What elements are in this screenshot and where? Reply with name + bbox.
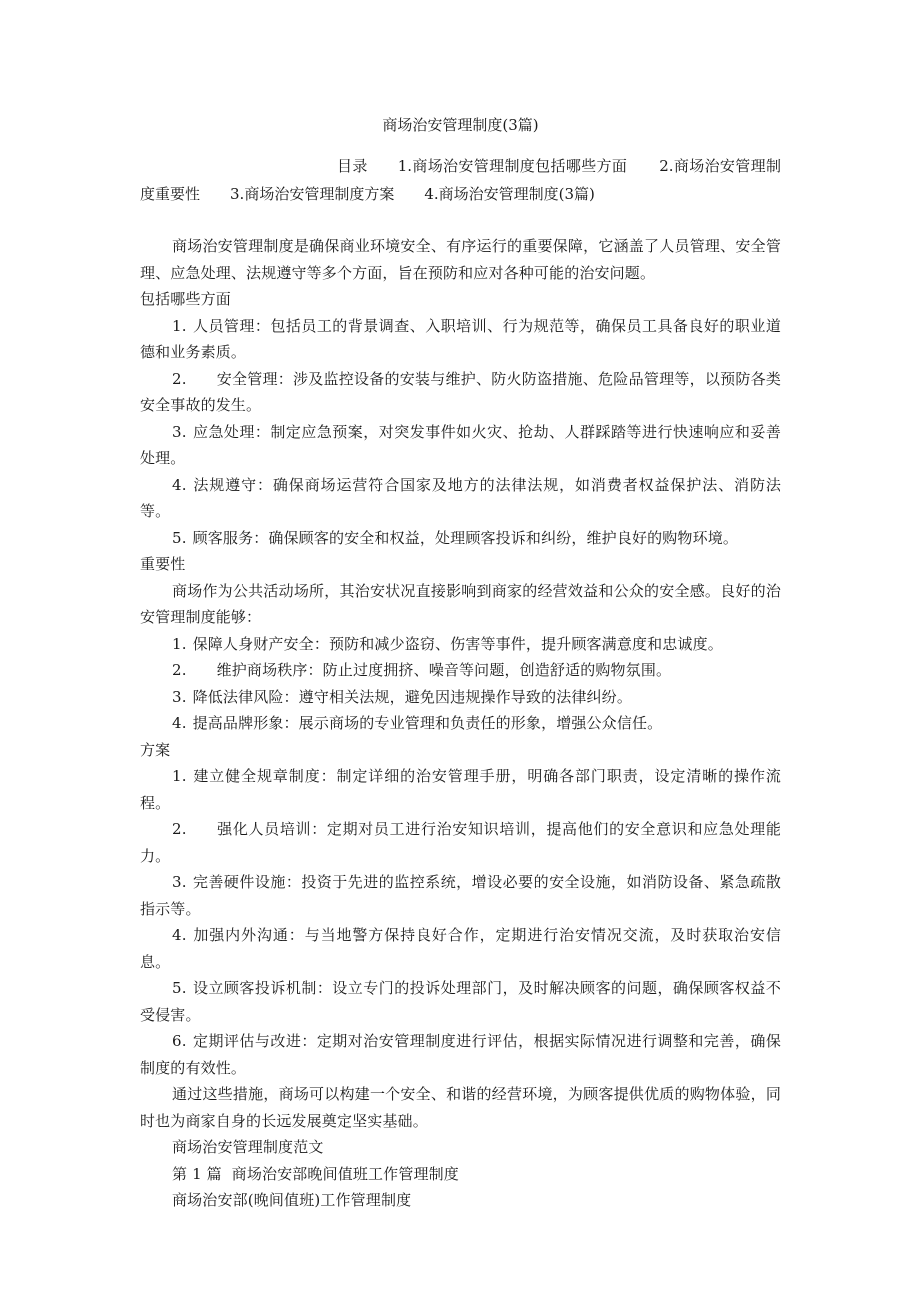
toc-label: 目录 [337, 157, 368, 175]
item-number: 3. [172, 873, 187, 891]
list-item [140, 419, 781, 472]
item-text: 降低法律风险：遵守相关法规，避免因违规操作导致的法律纠纷。 [192, 687, 632, 706]
section-heading-importance: 重要性 [140, 555, 186, 573]
item-text: 建立健全规章制度：制定详细的治安管理手册，明确各部门职责，设定清晰的操作流程。 [140, 767, 781, 812]
section-heading-aspects: 包括哪些方面 [140, 290, 231, 308]
item-number: 3. [172, 422, 187, 441]
item-number: 4. [172, 714, 187, 732]
list-item [140, 763, 781, 816]
item-text: 维护商场秩序：防止过度拥挤、噪音等问题，创造舒适的购物氛围。 [216, 661, 672, 679]
list-item [140, 313, 781, 366]
item-text: 完善硬件设施：投资于先进的监控系统，增设必要的安全设施，如消防设备、紧急疏散指示等。 [140, 873, 781, 918]
list-item [140, 657, 781, 684]
intro-paragraph: 商场治安管理制度是确保商业环境安全、有序运行的重要保障，它涵盖了人员管理、安全管理、应急处理、法规遵守等多个方面，旨在预防和应对各种可能的治安问题。 [140, 237, 781, 282]
item-number: 5. [172, 528, 187, 547]
item-text: 应急处理：制定应急预案，对突发事件如火灾、抢劫、人群踩踏等进行快速响应和妥善处理。 [140, 422, 781, 467]
article-1-subtitle: 商场治安部(晚间值班)工作管理制度 [172, 1191, 412, 1209]
list-item [140, 684, 781, 711]
toc-entry-3[interactable]: 3.商场治安管理制度方案 [230, 185, 395, 203]
item-text: 强化人员培训：定期对员工进行治安知识培训，提高他们的安全意识和应急处理能力。 [140, 820, 781, 865]
section-lead-paragraph: 商场作为公共活动场所，其治安状况直接影响到商家的经营效益和公众的安全感。良好的治安管理制度能够： [140, 581, 781, 626]
list-item [140, 816, 781, 869]
item-number: 5. [172, 979, 187, 997]
item-number: 2. [172, 369, 187, 388]
item-text: 人员管理：包括员工的背景调查、入职培训、行为规范等，确保员工具备良好的职业道德和业务素质。 [140, 316, 781, 361]
item-text: 法规遵守：确保商场运营符合国家及地方的法律法规，如消费者权益保护法、消防法等。 [140, 475, 781, 520]
item-text: 安全管理：涉及监控设备的安装与维护、防火防盗措施、危险品管理等，以预防各类安全事故的发生。 [140, 369, 781, 414]
item-number: 6. [172, 1032, 187, 1050]
toc-entry-4[interactable]: 4.商场治安管理制度(3篇) [424, 185, 595, 203]
conclusion-paragraph: 通过这些措施，商场可以构建一个安全、和谐的经营环境，为顾客提供优质的购物体验，同时也为商家自身的长远发展奠定坚实基础。 [140, 1085, 781, 1130]
list-item [140, 710, 781, 737]
item-number: 1. [172, 634, 187, 653]
item-text: 保障人身财产安全：预防和减少盗窃、伤害等事件，提升顾客满意度和忠诚度。 [192, 634, 723, 653]
sample-heading: 商场治安管理制度范文 [172, 1138, 324, 1156]
item-number: 4. [172, 475, 187, 494]
item-number: 1. [172, 316, 187, 335]
item-number: 2. [172, 661, 187, 679]
item-text: 顾客服务：确保顾客的安全和权益，处理顾客投诉和纠纷，维护良好的购物环境。 [192, 528, 739, 547]
document-title: 商场治安管理制度(3篇) [382, 116, 539, 134]
item-text: 提高品牌形象：展示商场的专业管理和负责任的形象，增强公众信任。 [192, 714, 663, 732]
item-text: 设立顾客投诉机制：设立专门的投诉处理部门，及时解决顾客的问题，确保顾客权益不受侵害。 [140, 979, 781, 1024]
toc-entry-2[interactable]: 2.商场治安管理制度重要性 [140, 157, 781, 203]
item-text: 加强内外沟通：与当地警方保持良好合作，定期进行治安情况交流，及时获取治安信息。 [140, 926, 781, 971]
table-of-contents [140, 152, 781, 208]
list-item [140, 869, 781, 922]
item-number: 2. [172, 820, 187, 838]
list-item [140, 922, 781, 975]
list-item [140, 631, 781, 658]
item-number: 1. [172, 767, 187, 785]
document-page [140, 114, 781, 1214]
list-item [140, 975, 781, 1028]
article-1-heading: 第 1 篇 商场治安部晚间值班工作管理制度 [172, 1164, 459, 1183]
section-heading-plan: 方案 [140, 740, 171, 759]
list-item [140, 472, 781, 525]
item-number: 3. [172, 687, 187, 706]
list-item [140, 1028, 781, 1081]
item-text: 定期评估与改进：定期对治安管理制度进行评估，根据实际情况进行调整和完善，确保制度的有效性。 [140, 1032, 781, 1077]
list-item [140, 525, 781, 552]
item-number: 4. [172, 926, 187, 944]
list-item [140, 366, 781, 419]
toc-entry-1[interactable]: 1.商场治安管理制度包括哪些方面 [397, 157, 628, 175]
